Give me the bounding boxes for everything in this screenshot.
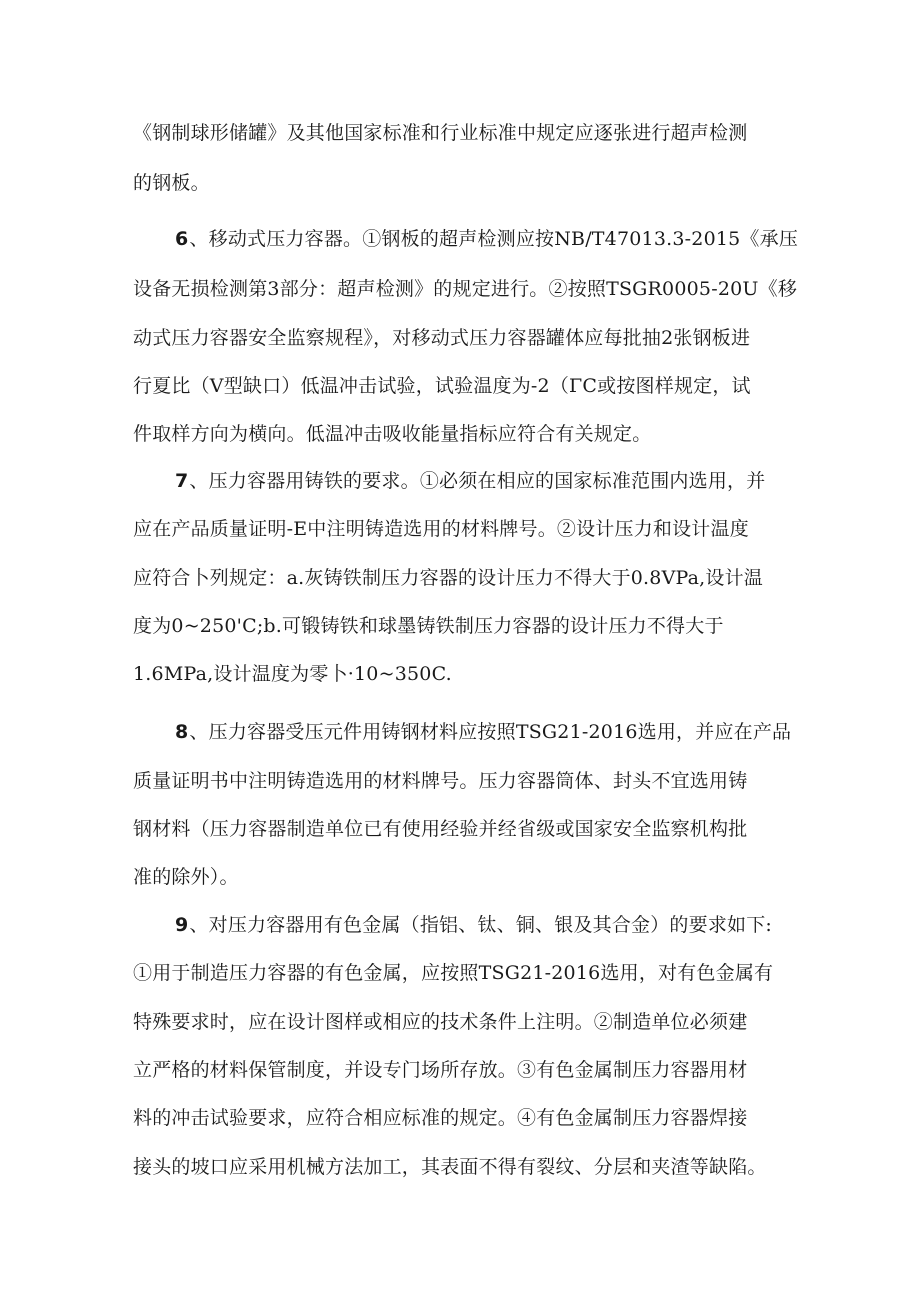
paragraph-number-7: 7: [175, 470, 189, 492]
paragraph-8-line-2: 质量证明书中注明铸造选用的材料牌号。压力容器筒体、封头不宜选用铸: [133, 770, 748, 792]
paragraph-6-line-1-text: 、移动式压力容器。①钢板的超声检测应按NB/T47013.3-2015《承压: [189, 228, 799, 250]
paragraph-8-line-3: 钢材料（压力容器制造单位已有使用经验并经省级或国家安全监察机构批: [133, 818, 748, 840]
paragraph-1-line-1: 《钢制球形储罐》及其他国家标准和行业标准中规定应逐张进行超声检测: [133, 122, 748, 144]
paragraph-7-line-3: 应符合卜列规定：a.灰铸铁制压力容器的设计压力不得大于0.8VPa,设计温: [133, 567, 764, 589]
paragraph-6-line-3: 动式压力容器安全监察规程》，对移动式压力容器罐体应每批抽2张钢板进: [133, 327, 751, 349]
paragraph-number-9: 9: [175, 914, 189, 936]
paragraph-6-line-1: [175, 230, 798, 249]
paragraph-7-line-1-text: 、压力容器用铸铁的要求。①必须在相应的国家标准范围内选用，并: [189, 470, 766, 492]
paragraph-1-line-2: 的钢板。: [133, 172, 210, 194]
paragraph-7-line-2: 应在产品质量证明-E中注明铸造选用的材料牌号。②设计压力和设计温度: [133, 518, 749, 540]
paragraph-9-line-3: 特殊要求时，应在设计图样或相应的技术条件上注明。②制造单位必须建: [133, 1011, 748, 1033]
paragraph-8-line-4: 准的除外）。: [133, 866, 239, 888]
paragraph-7-line-5: 1.6MPa,设计温度为零卜·10~350C.: [133, 663, 452, 685]
paragraph-6-line-5: 件取样方向为横向。低温冲击吸收能量指标应符合有关规定。: [133, 423, 652, 445]
paragraph-9-line-1: [175, 916, 772, 935]
paragraph-6-line-4: 行夏比（V型缺口）低温冲击试验，试验温度为-2（ΓC或按图样规定，试: [133, 375, 751, 397]
paragraph-9-line-5: 料的冲击试验要求，应符合相应标准的规定。④有色金属制压力容器焊接: [133, 1107, 748, 1129]
paragraph-9-line-1-text: 、对压力容器用有色金属（指铝、钛、铜、银及其合金）的要求如下:: [189, 914, 773, 936]
paragraph-9-line-2: ①用于制造压力容器的有色金属，应按照TSG21-2016选用，对有色金属有: [133, 962, 774, 984]
paragraph-7-line-1: [175, 472, 765, 491]
paragraph-9-line-4: 立严格的材料保管制度，并设专门场所存放。③有色金属制压力容器用材: [133, 1059, 748, 1081]
paragraph-number-8: 8: [175, 721, 189, 743]
paragraph-7-line-4: 度为0~250'C;b.可锻铸铁和球墨铸铁制压力容器的设计压力不得大于: [133, 615, 724, 637]
paragraph-number-6: 6: [175, 228, 189, 250]
paragraph-9-line-6: 接头的坡口应采用机械方法加工，其表面不得有裂纹、分层和夹渣等缺陷。: [133, 1156, 767, 1178]
paragraph-6-line-2: 设备无损检测第3部分：超声检测》的规定进行。②按照TSGR0005-20U《移: [133, 278, 798, 300]
paragraph-8-line-1-text: 、压力容器受压元件用铸钢材料应按照TSG21-2016选用，并应在产品: [189, 721, 792, 743]
paragraph-8-line-1: [175, 723, 791, 742]
